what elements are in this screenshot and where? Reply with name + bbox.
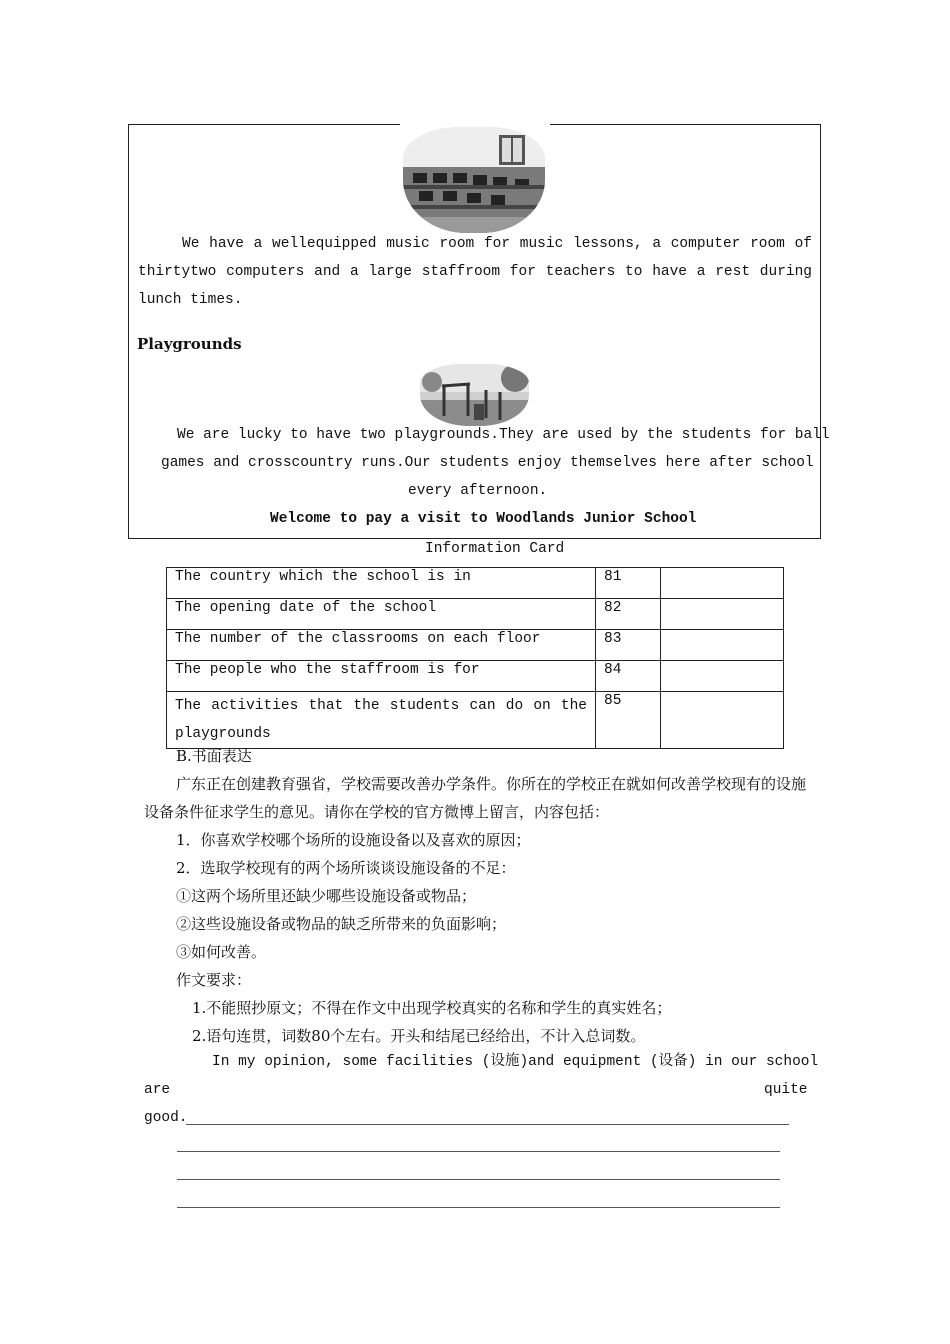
row-number: 81	[596, 568, 661, 599]
computer-room-paragraph: We have a wellequipped music room for music lessons, a computer room of thirtytwo computers and a large staffroom for teachers to have a rest during lunch times.	[138, 236, 812, 308]
writing-item-1: 1．你喜欢学校哪个场所的设施设备以及喜欢的原因；	[176, 831, 531, 849]
writing-item-2: 2．选取学校现有的两个场所谈谈设施设备的不足：	[176, 859, 516, 877]
writing-intro: 广东正在创建教育强省，学校需要改善办学条件。你所在的学校正在就如何改善学校现有的设施设备条件征求学生的意见。请你在学校的官方微博上留言，内容包括：	[144, 775, 807, 821]
computer-room-photo	[403, 127, 545, 233]
table-row	[167, 692, 784, 749]
writing-heading: B.书面表达	[176, 747, 252, 765]
answer-line[interactable]	[177, 1179, 780, 1180]
answer-line[interactable]	[186, 1124, 789, 1125]
row-label: The activities that the students can do on the playgrounds	[167, 692, 596, 749]
row-number: 82	[596, 599, 661, 630]
playgrounds-heading: Playgrounds	[137, 335, 242, 353]
opening-line-2-end: quite	[764, 1082, 808, 1098]
card-title: Information Card	[425, 541, 565, 557]
writing-sub-3: ③如何改善。	[176, 943, 267, 961]
table-row	[167, 661, 784, 692]
table-row	[167, 599, 784, 630]
row-label: The country which the school is in	[167, 568, 596, 599]
playground-photo	[420, 364, 529, 426]
playgrounds-line-1: We are lucky to have two playgrounds.They are used by the students for ball	[177, 427, 830, 443]
answer-cell[interactable]	[661, 568, 784, 599]
answer-line[interactable]	[177, 1207, 780, 1208]
playgrounds-line-2: games and crosscountry runs.Our students enjoy themselves here after school	[161, 455, 814, 471]
table-row	[167, 630, 784, 661]
row-label: The opening date of the school	[167, 599, 596, 630]
welcome-line: Welcome to pay a visit to Woodlands Junior School	[270, 511, 697, 527]
opening-line-1: In my opinion, some facilities (设施)and equipment (设备) in our school	[212, 1054, 819, 1070]
writing-sub-1: ①这两个场所里还缺少哪些设施设备或物品；	[176, 887, 477, 905]
writing-sub-2: ②这些设施设备或物品的缺乏所带来的负面影响；	[176, 915, 507, 933]
answer-cell[interactable]	[661, 661, 784, 692]
requirement-2: 2.语句连贯，词数80个左右。开头和结尾已经给出，不计入总词数。	[192, 1027, 646, 1045]
answer-cell[interactable]	[661, 599, 784, 630]
requirement-1: 1.不能照抄原文；不得在作文中出现学校真实的名称和学生的真实姓名；	[192, 999, 672, 1017]
row-label: The people who the staffroom is for	[167, 661, 596, 692]
opening-line-2-start: are	[144, 1082, 171, 1098]
answer-line[interactable]	[177, 1151, 780, 1152]
requirements-title: 作文要求：	[176, 971, 252, 989]
table-row	[167, 568, 784, 599]
row-number: 85	[596, 692, 661, 749]
playgrounds-line-3: every afternoon.	[408, 483, 548, 499]
information-card-table	[166, 567, 784, 749]
answer-cell[interactable]	[661, 630, 784, 661]
opening-line-3: good.	[144, 1110, 188, 1126]
row-label: The number of the classrooms on each floor	[167, 630, 596, 661]
row-number: 84	[596, 661, 661, 692]
answer-cell[interactable]	[661, 692, 784, 749]
row-number: 83	[596, 630, 661, 661]
